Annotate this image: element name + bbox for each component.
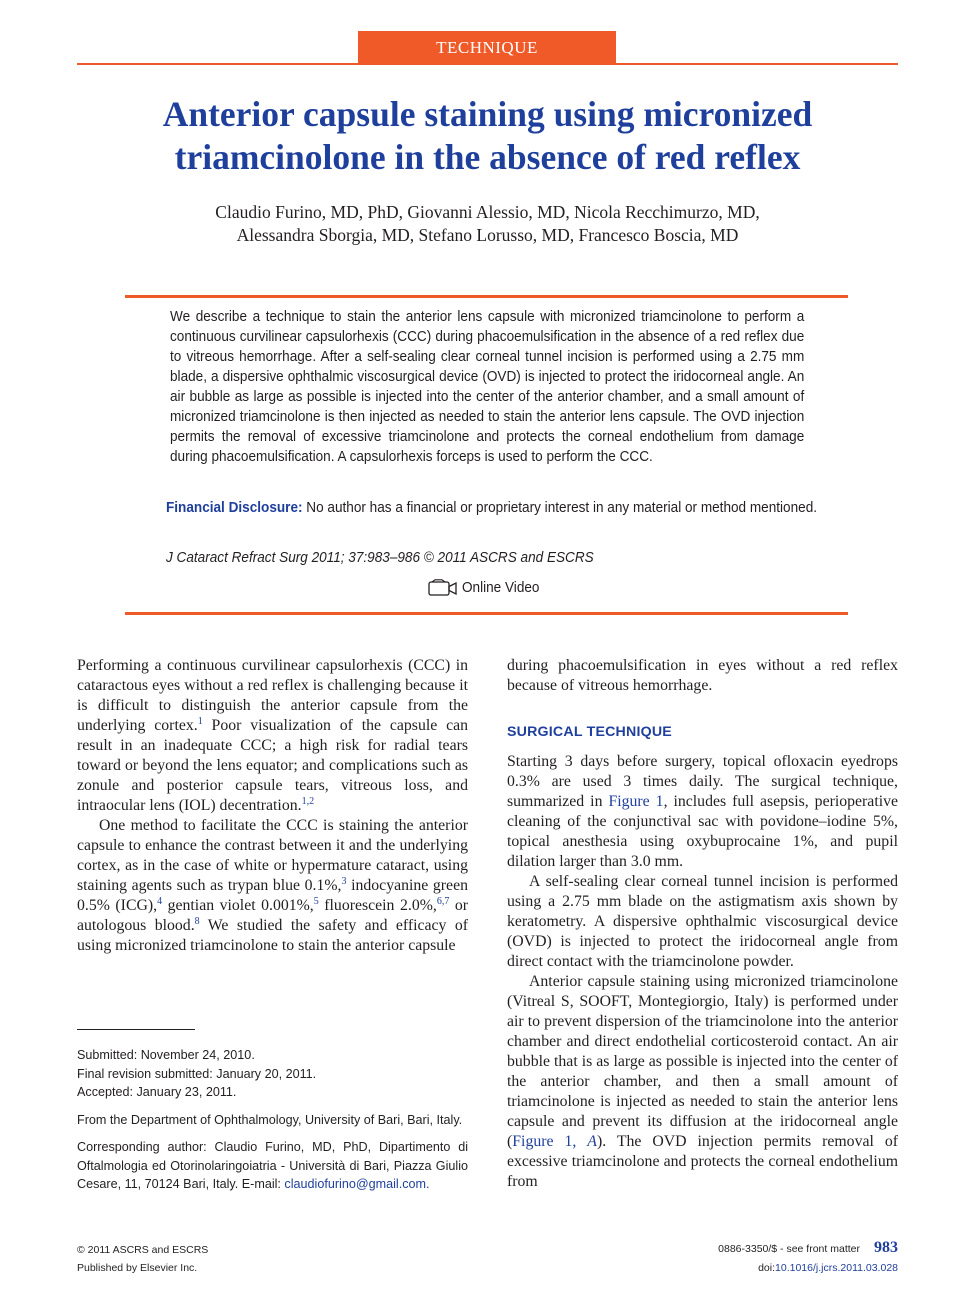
copyright: © 2011 ASCRS and ESCRS <box>77 1244 209 1256</box>
figure-panel-link[interactable]: A <box>587 1133 597 1150</box>
footer-right <box>718 1238 898 1278</box>
header-rule <box>77 63 898 65</box>
page-number: 983 <box>874 1239 898 1256</box>
footnotes <box>77 1046 468 1203</box>
abstract-top-rule <box>125 295 848 298</box>
abstract-bottom-rule <box>125 612 848 615</box>
paragraph-preop: Starting 3 days before surgery, topical ofloxacin eyedrops 0.3% are used 3 times daily. The surgical technique, summarized in Figure 1, includes full asepsis, perioperative cleaning of the conjunctival sac with povidone–iodine 5%, topical anesthesia using oxybuprocaine 1%, and pupil dilation larger than 3.0 mm. <box>507 753 899 870</box>
video-camera-icon <box>428 579 458 597</box>
reference-link[interactable]: 1,2 <box>301 796 315 807</box>
figure-link[interactable]: Figure 1 <box>512 1133 573 1150</box>
reference-link[interactable]: 8 <box>194 916 200 927</box>
submitted-date: Submitted: November 24, 2010. <box>77 1048 255 1062</box>
reference-link[interactable]: 1 <box>197 716 203 727</box>
title-line-1: Anterior capsule staining using micronized <box>162 94 813 134</box>
section-tag: TECHNIQUE <box>358 31 616 65</box>
online-video-label: Online Video <box>462 580 540 596</box>
reference-link[interactable]: 5 <box>313 896 319 907</box>
journal-citation: J Cataract Refract Surg 2011; 37:983–986 © 2011 ASCRS and ESCRS <box>166 550 594 566</box>
title-line-2: triamcinolone in the absence of red reflex <box>174 137 801 177</box>
revision-date: Final revision submitted: January 20, 2011. <box>77 1066 317 1081</box>
body-column-right <box>507 656 898 1192</box>
abstract-text: We describe a technique to stain the anterior lens capsule with micronized triamcinolone to perform a continuous curvilinear capsulorhexis (CCC) during phacoemulsification in the absence of a red reflex due to vitreous hemorrhage. After a self-sealing clear corneal tunnel incision is performed using a 2.75 mm blade, a dispersive ophthalmic viscosurgical device (OVD) is injected to protect the iridocorneal angle. An air bubble as large as possible is injected into the center of the anterior chamber, and a small amount of micronized triamcinolone is then injected as needed to stain the anterior lens capsule. The OVD injection permits the removal of excessive triamcinolone and protects the corneal endothelium from damage during phacoemulsification. A capsulorhexis forceps is used to perform the CCC. <box>170 309 805 465</box>
authors-line-2: Alessandra Sborgia, MD, Stefano Lorusso, MD, Francesco Boscia, MD <box>236 225 739 245</box>
disclosure-text: No author has a financial or proprietary interest in any material or method mentioned. <box>302 500 818 516</box>
affiliation: From the Department of Ophthalmology, University of Bari, Bari, Italy. <box>77 1112 463 1127</box>
reference-link[interactable]: 4 <box>157 896 163 907</box>
footnote-rule <box>77 1029 195 1030</box>
paragraph-capsule-staining: Anterior capsule staining using micronized triamcinolone (Vitreal S, SOOFT, Montegiorgio, Italy) is performed under air to prevent dispersion of the triamcinolone into the anterior chamber and direct endothelial corticosteroid contact. An air bubble that is as large as possible is injected into the center of the anterior chamber, and then a small amount of triamcinolone is injected as needed to stain the anterior lens capsule and prevent its diffusion at the iridocorneal angle (Figure 1, A). The OVD injection permits removal of excessive triamcinolone and protects the corneal endothelium from <box>507 973 898 1190</box>
reference-link[interactable]: 3 <box>341 876 347 887</box>
online-video-link[interactable] <box>428 577 545 599</box>
section-heading: SURGICAL TECHNIQUE <box>507 724 672 740</box>
paragraph-incision: A self-sealing clear corneal tunnel incision is performed using a 2.75 mm blade on the astigmatism axis shown by keratometry. A dispersive ophthalmic viscosurgical device (OVD) is injected to protect the iridocorneal angle from direct contact with the triamcinolone powder. <box>507 873 898 970</box>
disclosure-label: Financial Disclosure: <box>166 500 303 516</box>
footer-left <box>77 1241 208 1277</box>
paragraph-staining: One method to facilitate the CCC is staining the anterior capsule to enhance the contrast between it and the underlying cortex, as in the case of white or hypermature cataract, using staining agents such as trypan blue 0.1%,$^3$ indocyanine green 0.5% (ICG),$^4$ gentian violet 0.001%,$^5$ fluorescein 2.0%,$^{6,7}$ or autologous blood.$^8$ We studied the safety and efficacy of using micronized triamcinolone to stain the anterior capsule <box>77 817 468 954</box>
paragraph-intro: Performing a continuous curvilinear capsulorhexis (CCC) in cataractous eyes without a red reflex is challenging because it is difficult to distinguish the anterior capsule from the underlying cortex.$^1$ Poor visualization of the capsule can result in an inadequate CCC; a high risk for radial tears toward or beyond the lens equator; and complications such as zonule and posterior capsule tears, vitreous loss, and intraocular lens (IOL) decentration.$^{1,2}$ <box>77 657 468 814</box>
submission-dates <box>77 1046 468 1102</box>
financial-disclosure <box>166 498 849 518</box>
figure-link[interactable]: Figure 1 <box>608 793 664 810</box>
author-list <box>77 201 898 247</box>
accepted-date: Accepted: January 23, 2011. <box>77 1085 237 1099</box>
publisher: Published by Elsevier Inc. <box>77 1262 198 1274</box>
doi-link[interactable]: 10.1016/j.jcrs.2011.03.028 <box>775 1262 898 1274</box>
doi-prefix: doi: <box>758 1262 776 1274</box>
body-column-left <box>77 656 468 956</box>
corresponding-author: Corresponding author: Claudio Furino, MD, PhD, Dipartimento di Oftalmologia ed Otorinolaringoiatria - Università di Bari, Piazza Giulio Cesare, 11, 70124 Bari, Italy. E-mail: claudiofurino@gmail.com. <box>77 1140 468 1191</box>
reference-link[interactable]: 6,7 <box>436 896 450 907</box>
authors-line-1: Claudio Furino, MD, PhD, Giovanni Alessio, MD, Nicola Recchimurzo, MD, <box>215 202 760 222</box>
email-link[interactable]: claudiofurino@gmail.com <box>284 1177 427 1191</box>
issn: 0886-3350/$ - see front matter <box>718 1243 860 1255</box>
paragraph-continuation: during phacoemulsification in eyes without a red reflex because of vitreous hemorrhage. <box>507 657 898 694</box>
article-title <box>77 93 898 179</box>
